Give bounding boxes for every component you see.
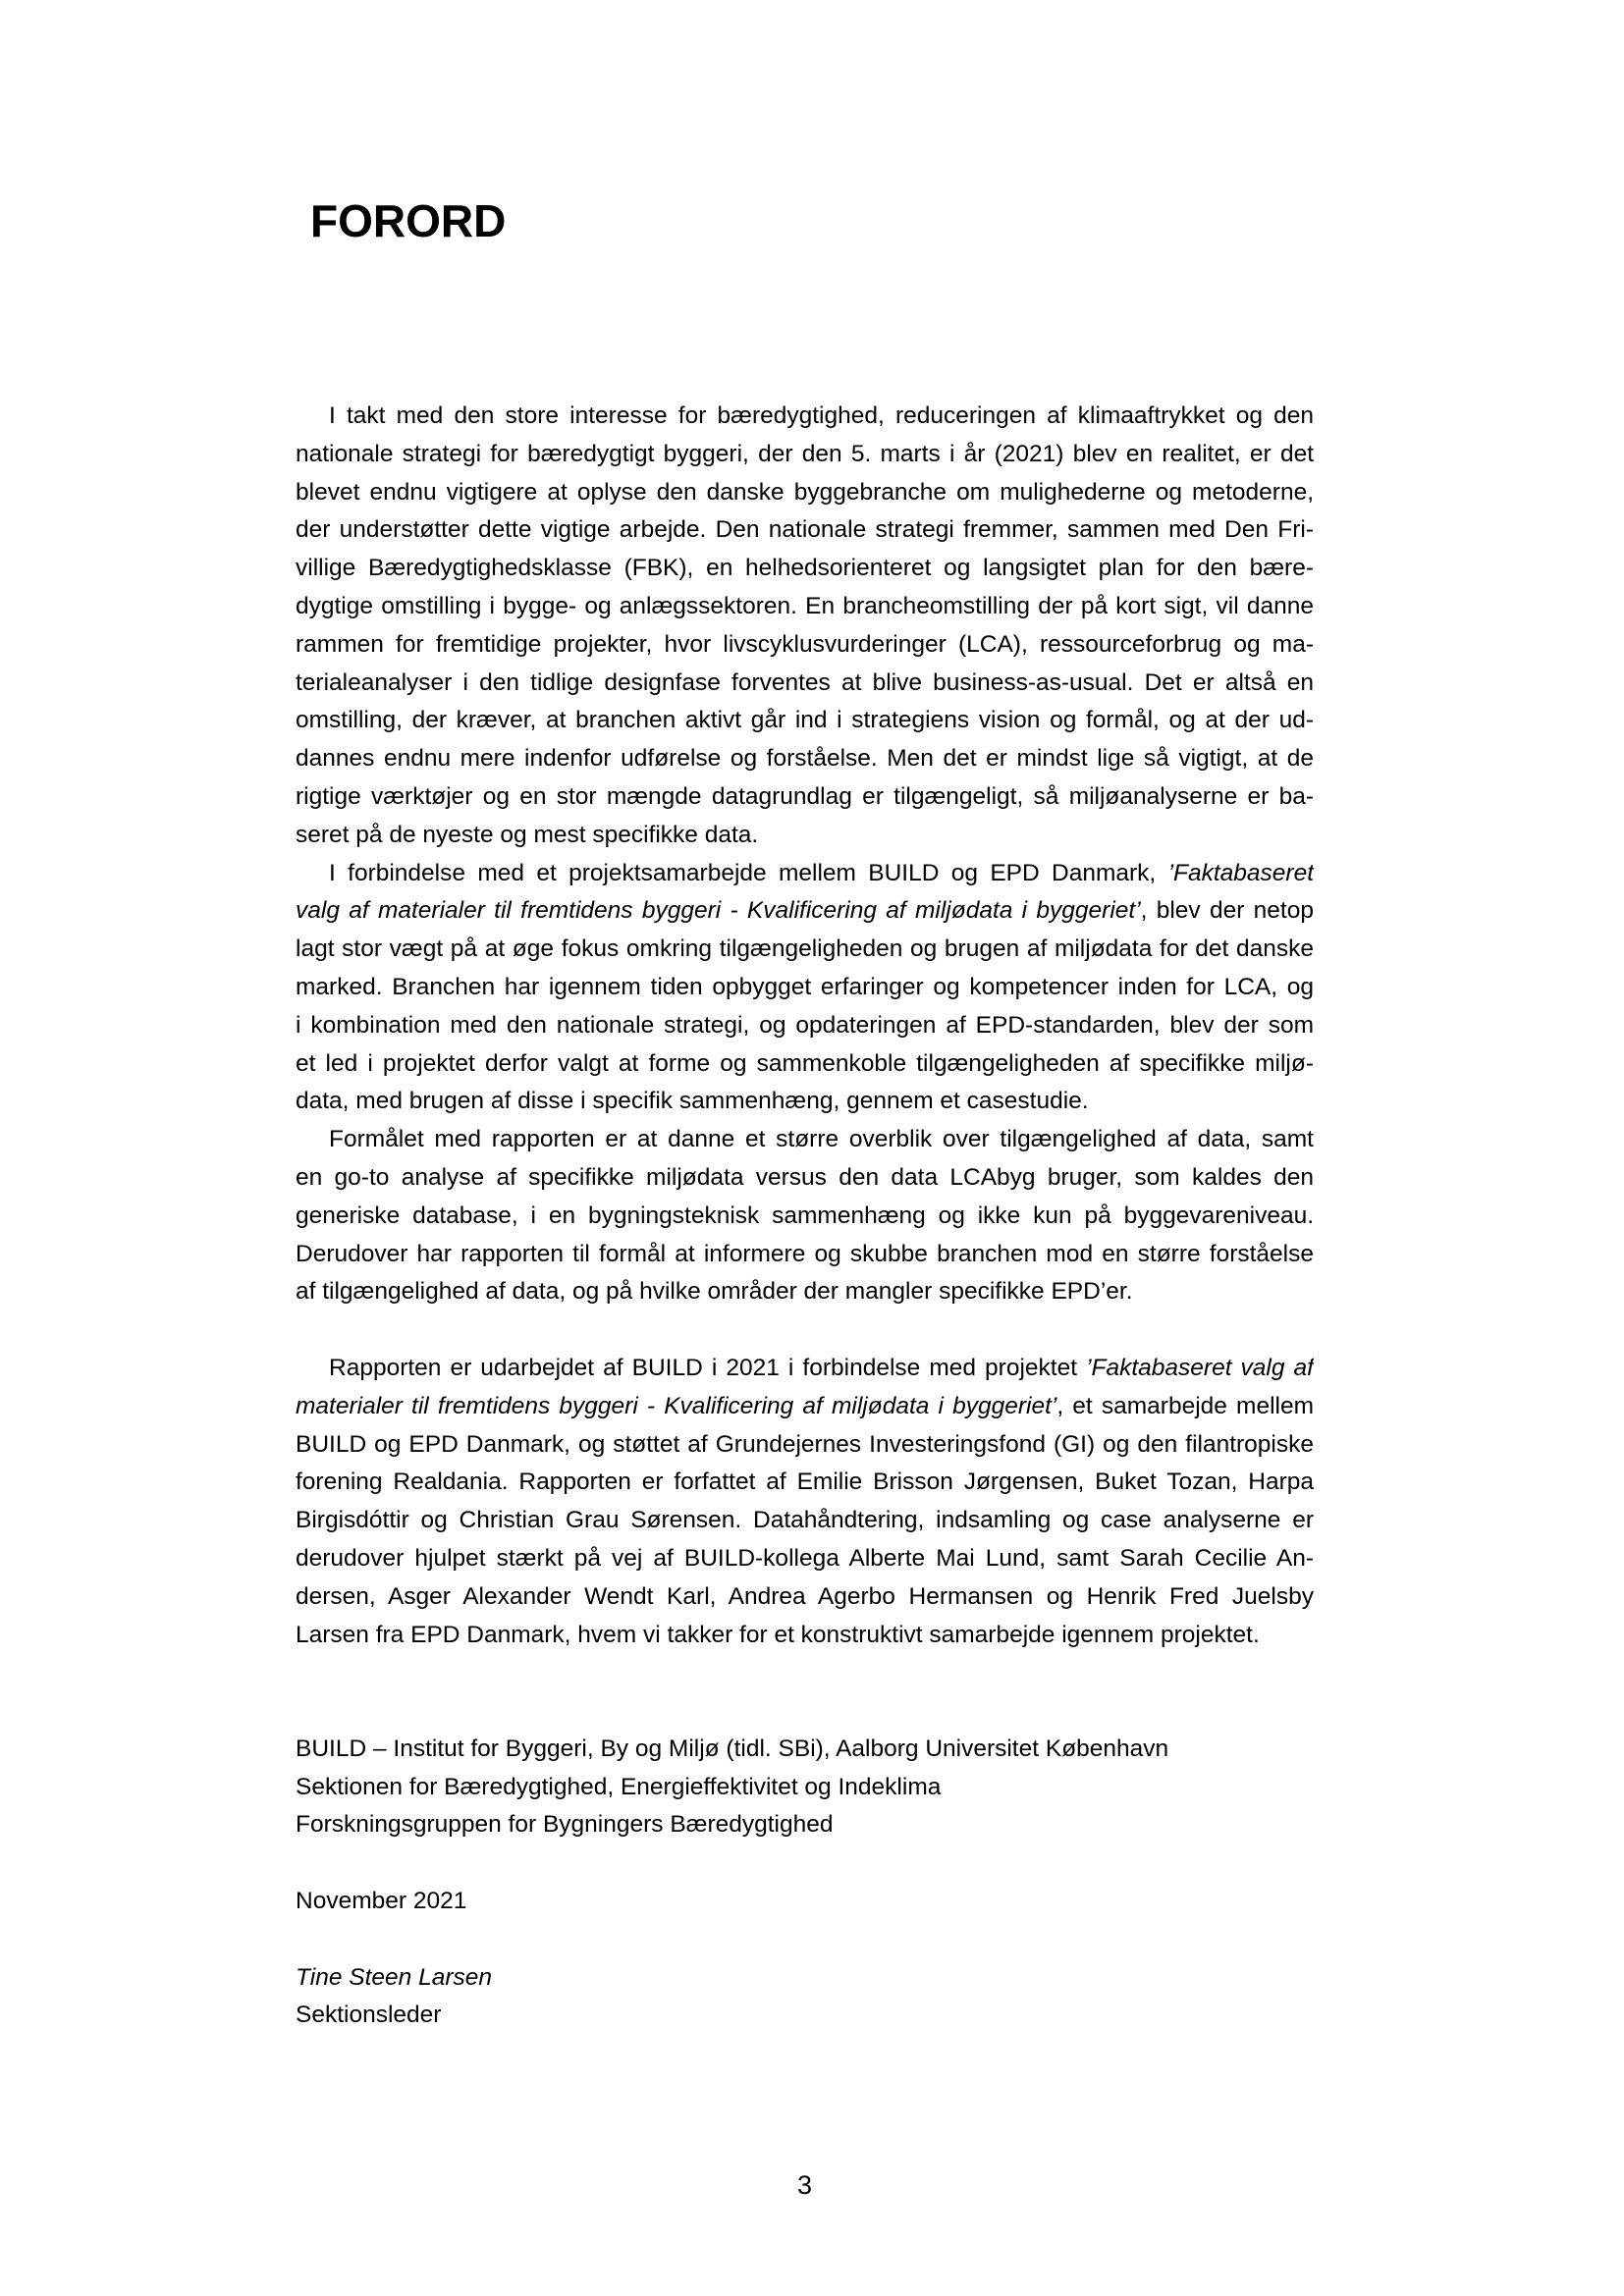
text-line <box>296 817 1314 855</box>
text-line <box>296 511 1314 550</box>
text-line <box>296 550 1314 588</box>
italic-text-segment: materialer til fremtidens byggeri - Kvalificering af miljødata i byggeriet’ <box>296 1392 1057 1419</box>
blank-line-spacer <box>296 1311 1314 1350</box>
text-segment: lagt stor vægt på at øge fokus omkring tilgængeligheden og brugen af miljødata for det danske <box>296 935 1314 963</box>
text-segment: en go-to analyse af specifikke miljødata versus den data LCAbyg bruger, som kaldes den <box>296 1163 1314 1191</box>
text-line <box>296 436 1314 474</box>
text-segment: i kombination med den nationale strategi, og opdateringen af EPD-standarden, blev der som <box>296 1011 1314 1039</box>
text-segment: dersen, Asger Alexander Wendt Karl, Andrea Agerbo Hermansen og Henrik Fred Juelsby <box>296 1582 1314 1610</box>
text-segment: af tilgængelighed af data, og på hvilke områder der mangler specifikke EPD’er. <box>296 1278 1133 1306</box>
text-segment: marked. Branchen har igennem tiden opbygget erfaringer og kompetencer inden for LCA, og <box>296 973 1314 1000</box>
text-line <box>296 1464 1314 1502</box>
text-segment: dannes endnu mere indenfor udførelse og forståelse. Men det er mindst lige så vigtigt, at de <box>296 745 1314 773</box>
text-line <box>296 969 1314 1007</box>
text-segment: Sektionen for Bæredygtighed, Energieffektivitet og Indeklima <box>296 1773 942 1800</box>
text-line <box>296 1731 1314 1769</box>
italic-text-segment: ’Faktabaseret valg af <box>1086 1354 1314 1381</box>
text-line <box>296 1350 1314 1388</box>
text-line <box>296 398 1314 436</box>
text-line <box>296 1159 1314 1198</box>
text-line <box>296 702 1314 740</box>
text-line <box>296 1198 1314 1236</box>
text-segment: Sektionsleder <box>296 2002 442 2029</box>
text-segment: derudover hjulpet stærkt på vej af BUILD-kollega Alberte Mai Lund, samt Sarah Cecilie An- <box>296 1544 1314 1572</box>
italic-text-segment: Tine Steen Larsen <box>296 1963 492 1991</box>
text-segment: villige Bæredygtighedsklasse (FBK), en helhedsorienteret og langsigtet plan for den bære- <box>296 555 1314 582</box>
text-segment: der understøtter dette vigtige arbejde. Den nationale strategi fremmer, sammen med Den Fri- <box>296 516 1314 544</box>
text-segment: forening Realdania. Rapporten er forfattet af Emilie Brisson Jørgensen, Buket Tozan, Harpa <box>296 1468 1314 1496</box>
text-segment: Derudover har rapporten til formål at informere og skubbe branchen mod en større forståelse <box>296 1240 1314 1267</box>
text-line <box>296 1959 1314 1998</box>
text-line <box>296 1236 1314 1274</box>
text-line <box>296 855 1314 893</box>
text-line <box>296 778 1314 817</box>
text-line <box>296 1540 1314 1578</box>
text-segment: I forbindelse med et projektsamarbejde mellem BUILD og EPD Danmark, <box>329 859 1168 886</box>
text-line <box>296 1806 1314 1844</box>
page-number: 3 <box>796 2170 813 2200</box>
page-title: FORORD <box>310 194 507 246</box>
blank-line-spacer <box>296 1921 1314 1959</box>
text-segment: BUILD – Institut for Byggeri, By og Miljø (tidl. SBi), Aalborg Universitet København <box>296 1735 1169 1762</box>
text-segment: Forskningsgruppen for Bygningers Bæredygtighed <box>296 1811 834 1839</box>
text-line <box>296 1007 1314 1045</box>
text-segment: omstilling, der kræver, at branchen aktivt går ind i strategiens vision og formål, og at der ud- <box>296 707 1314 734</box>
text-segment: , blev der netop <box>1140 897 1314 925</box>
text-segment: Birgisdóttir og Christian Grau Sørensen. Datahåndtering, indsamling og case analyserne er <box>296 1507 1314 1534</box>
text-segment: rammen for fremtidige projekter, hvor livscyklusvurderinger (LCA), ressourceforbrug og ma- <box>296 630 1314 658</box>
text-segment: rigtige værktøjer og en stor mængde datagrundlag er tilgængeligt, så miljøanalyserne er ba- <box>296 782 1314 810</box>
text-segment: I takt med den store interesse for bæredygtighed, reduceringen af klimaaftrykket og den <box>329 402 1314 429</box>
text-line <box>296 1997 1314 2035</box>
text-line <box>296 1273 1314 1311</box>
italic-text-segment: ’Faktabaseret <box>1167 859 1314 886</box>
blank-line-spacer <box>296 1844 1314 1883</box>
text-segment: Rapporten er udarbejdet af BUILD i 2021 i forbindelse med projektet <box>329 1354 1087 1381</box>
text-segment: seret på de nyeste og mest specifikke data. <box>296 821 759 848</box>
text-line <box>296 1388 1314 1426</box>
text-line <box>296 1769 1314 1807</box>
text-line <box>296 1502 1314 1540</box>
text-segment: Formålet med rapporten er at danne et større overblik over tilgængelighed af data, samt <box>329 1126 1314 1153</box>
text-segment: terialeanalyser i den tidlige designfase forventes at blive business-as-usual. Det er altså en <box>296 668 1314 696</box>
text-line <box>296 1426 1314 1465</box>
text-line <box>296 588 1314 626</box>
text-line <box>296 474 1314 512</box>
text-segment: generiske database, i en bygningsteknisk sammenhæng og ikke kun på byggevareniveau. <box>296 1201 1314 1229</box>
text-line <box>296 626 1314 665</box>
text-line <box>296 665 1314 703</box>
text-line <box>296 931 1314 969</box>
text-segment: , et samarbejde mellem <box>1056 1392 1314 1419</box>
text-segment: nationale strategi for bæredygtigt byggeri, der den 5. marts i år (2021) blev en realitet, er det <box>296 440 1314 467</box>
text-line <box>296 1045 1314 1084</box>
italic-text-segment: valg af materialer til fremtidens byggeri - Kvalificering af miljødata i byggeriet’ <box>296 897 1141 925</box>
text-segment: Larsen fra EPD Danmark, hvem vi takker for et konstruktivt samarbejde igennem projektet. <box>296 1621 1260 1648</box>
text-line <box>296 1121 1314 1159</box>
text-segment: blevet endnu vigtigere at oplyse den danske byggebranche om mulighederne og metoderne, <box>296 478 1314 506</box>
text-segment: November 2021 <box>296 1888 467 1915</box>
text-segment: et led i projektet derfor valgt at forme og sammenkoble tilgængeligheden af specifikke miljø- <box>296 1049 1314 1077</box>
text-line <box>296 1083 1314 1121</box>
text-line <box>296 740 1314 778</box>
text-segment: BUILD og EPD Danmark, og støttet af Grundejernes Investeringsfond (GI) og den filantropiske <box>296 1430 1314 1458</box>
text-segment: dygtige omstilling i bygge- og anlægssektoren. En brancheomstilling der på kort sigt, vil danne <box>296 592 1314 619</box>
body-text <box>296 398 1314 2035</box>
blank-line-spacer <box>296 1654 1314 1731</box>
text-segment: data, med brugen af disse i specifik sammenhæng, gennem et casestudie. <box>296 1088 1089 1115</box>
text-line <box>296 1617 1314 1655</box>
text-line <box>296 892 1314 931</box>
text-line <box>296 1883 1314 1921</box>
text-line <box>296 1578 1314 1617</box>
